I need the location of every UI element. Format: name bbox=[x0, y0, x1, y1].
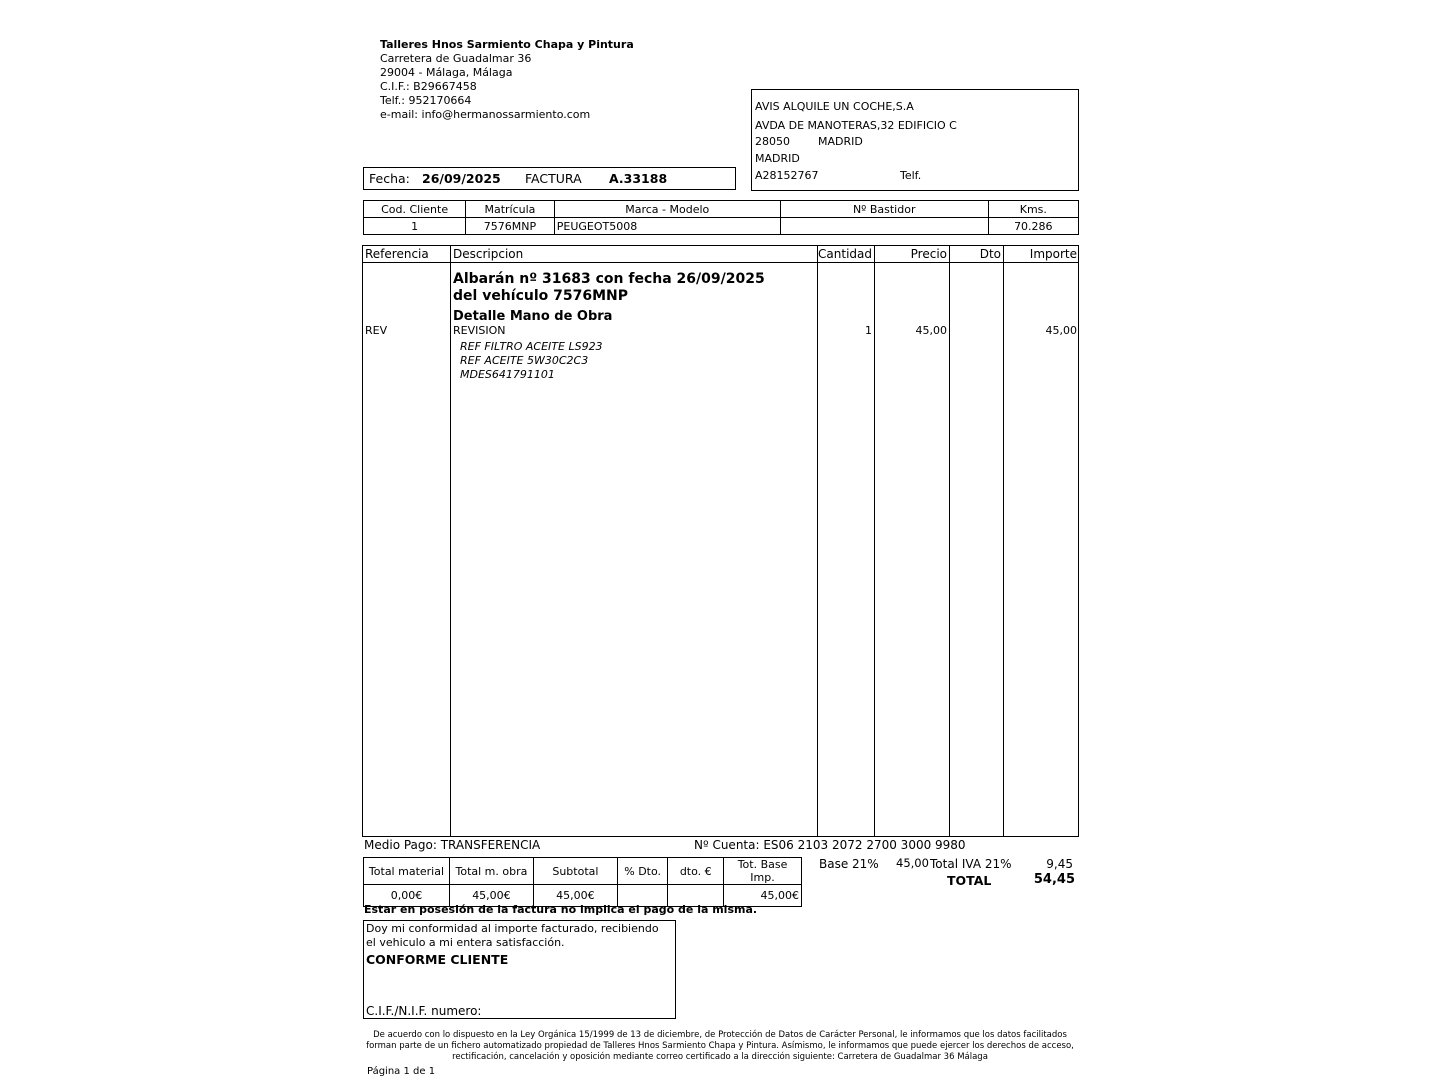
albaran-title: Albarán nº 31683 con fecha 26/09/2025 del vehículo 7576MNP bbox=[453, 271, 765, 304]
client-code: 1 bbox=[364, 218, 466, 235]
mileage: 70.286 bbox=[988, 218, 1078, 235]
total-material: 0,00€ bbox=[364, 885, 450, 907]
totals-header-cell: dto. € bbox=[668, 858, 724, 885]
subtotal: 45,00€ bbox=[533, 885, 617, 907]
client-name: AVIS ALQUILE UN COCHE,S.A bbox=[755, 100, 914, 113]
vehicle-table bbox=[363, 200, 1079, 235]
conformity-title: CONFORME CLIENTE bbox=[366, 952, 509, 967]
total-label: TOTAL bbox=[947, 873, 992, 888]
client-city: MADRID bbox=[818, 135, 863, 148]
company-phone: Telf.: 952170664 bbox=[380, 94, 472, 107]
header-precio: Precio bbox=[910, 247, 947, 261]
line-amount: 45,00 bbox=[1045, 324, 1077, 337]
totals-header-row bbox=[364, 858, 802, 885]
taxable-base: 45,00€ bbox=[724, 885, 802, 907]
legal-notice: De acuerdo con lo dispuesto en la Ley Orgánica 15/1999 de 13 de diciembre, de Protección de Datos de Carácter Personal, le informamos que los datos facilitados forman parte de un fichero automatizado propiedad de Talleres Hnos Sarmiento Chapa y Pintura. Asímismo, le informamos que puede ejercer los derechos de acceso, rectificación, cancelación y oposición mediante correo certificado a la dirección siguiente: Carretera de Guadalmar 36 Málaga bbox=[366, 1030, 1074, 1062]
iva-label: Total IVA 21% bbox=[930, 857, 1012, 871]
total-value: 54,45 bbox=[1033, 872, 1075, 887]
column-divider bbox=[949, 245, 950, 837]
company-address: Carretera de Guadalmar 36 bbox=[380, 52, 532, 65]
conformity-box bbox=[363, 920, 676, 1019]
totals-header-cell: Subtotal bbox=[533, 858, 617, 885]
header-dto: Dto bbox=[979, 247, 1001, 261]
company-cif: C.I.F.: B29667458 bbox=[380, 80, 477, 93]
total-labor: 45,00€ bbox=[449, 885, 533, 907]
license-plate: 7576MNP bbox=[466, 218, 555, 235]
make-model: PEUGEOT5008 bbox=[554, 218, 780, 235]
invoice-date: 26/09/2025 bbox=[422, 171, 501, 186]
payment-method: Medio Pago: TRANSFERENCIA bbox=[364, 838, 541, 852]
nif-field-label: C.I.F./N.I.F. numero: bbox=[366, 1004, 482, 1018]
totals-header-cell: Total material bbox=[364, 858, 450, 885]
header-descripcion: Descripcion bbox=[453, 247, 524, 261]
client-phone-label: Telf. bbox=[900, 169, 922, 182]
client-address: AVDA DE MANOTERAS,32 EDIFICIO C bbox=[755, 119, 957, 132]
line-qty: 1 bbox=[865, 324, 872, 337]
vehicle-value-row bbox=[364, 218, 1079, 235]
vehicle-header-cell: Nº Bastidor bbox=[780, 201, 988, 218]
date-label: Fecha: bbox=[369, 171, 410, 186]
line-note: MDES641791101 bbox=[460, 368, 555, 381]
company-block bbox=[380, 38, 710, 122]
conformity-text: Doy mi conformidad al importe facturado, recibiendo el vehiculo a mi entera satisfacción. bbox=[366, 922, 659, 949]
totals-header-cell: Total m. obra bbox=[449, 858, 533, 885]
company-city: 29004 - Málaga, Málaga bbox=[380, 66, 513, 79]
payment-notice: Estar en posesión de la factura no implica el pago de la misma. bbox=[364, 903, 758, 916]
vehicle-header-cell: Cod. Cliente bbox=[364, 201, 466, 218]
line-note: REF FILTRO ACEITE LS923 bbox=[460, 340, 603, 353]
client-province: MADRID bbox=[755, 152, 800, 165]
page-number: Página 1 de 1 bbox=[367, 1066, 436, 1077]
base-value: 45,00 bbox=[896, 856, 929, 870]
invoice-header-box bbox=[363, 167, 736, 190]
payment-account: Nº Cuenta: ES06 2103 2072 2700 3000 9980 bbox=[694, 838, 966, 852]
header-cantidad: Cantidad bbox=[818, 247, 872, 261]
vehicle-header-row bbox=[364, 201, 1079, 218]
line-note: REF ACEITE 5W30C2C3 bbox=[460, 354, 589, 367]
totals-table bbox=[363, 857, 802, 907]
section-title: Detalle Mano de Obra bbox=[453, 309, 613, 324]
header-importe: Importe bbox=[1029, 247, 1077, 261]
vehicle-header-cell: Marca - Modelo bbox=[554, 201, 780, 218]
line-price: 45,00 bbox=[915, 324, 947, 337]
vehicle-header-cell: Matrícula bbox=[466, 201, 555, 218]
invoice-number: A.33188 bbox=[609, 171, 668, 186]
header-referencia: Referencia bbox=[365, 247, 429, 261]
vehicle-header-cell: Kms. bbox=[988, 201, 1078, 218]
line-ref: REV bbox=[365, 324, 388, 337]
iva-value: 9,45 bbox=[1046, 857, 1073, 871]
base-label: Base 21% bbox=[819, 857, 879, 871]
invoice-type-label: FACTURA bbox=[525, 171, 582, 186]
company-name: Talleres Hnos Sarmiento Chapa y Pintura bbox=[380, 38, 634, 51]
client-postal-code: 28050 bbox=[755, 135, 790, 148]
totals-header-cell: % Dto. bbox=[617, 858, 668, 885]
lines-header-divider bbox=[362, 262, 1079, 263]
company-email: e-mail: info@hermanossarmiento.com bbox=[380, 108, 591, 121]
chassis-number bbox=[780, 218, 988, 235]
column-divider bbox=[450, 245, 451, 837]
client-box bbox=[751, 89, 1079, 191]
client-nif: A28152767 bbox=[755, 169, 819, 182]
totals-header-cell: Tot. Base Imp. bbox=[724, 858, 802, 885]
line-notes bbox=[460, 340, 603, 382]
line-description: REVISION bbox=[453, 324, 506, 337]
